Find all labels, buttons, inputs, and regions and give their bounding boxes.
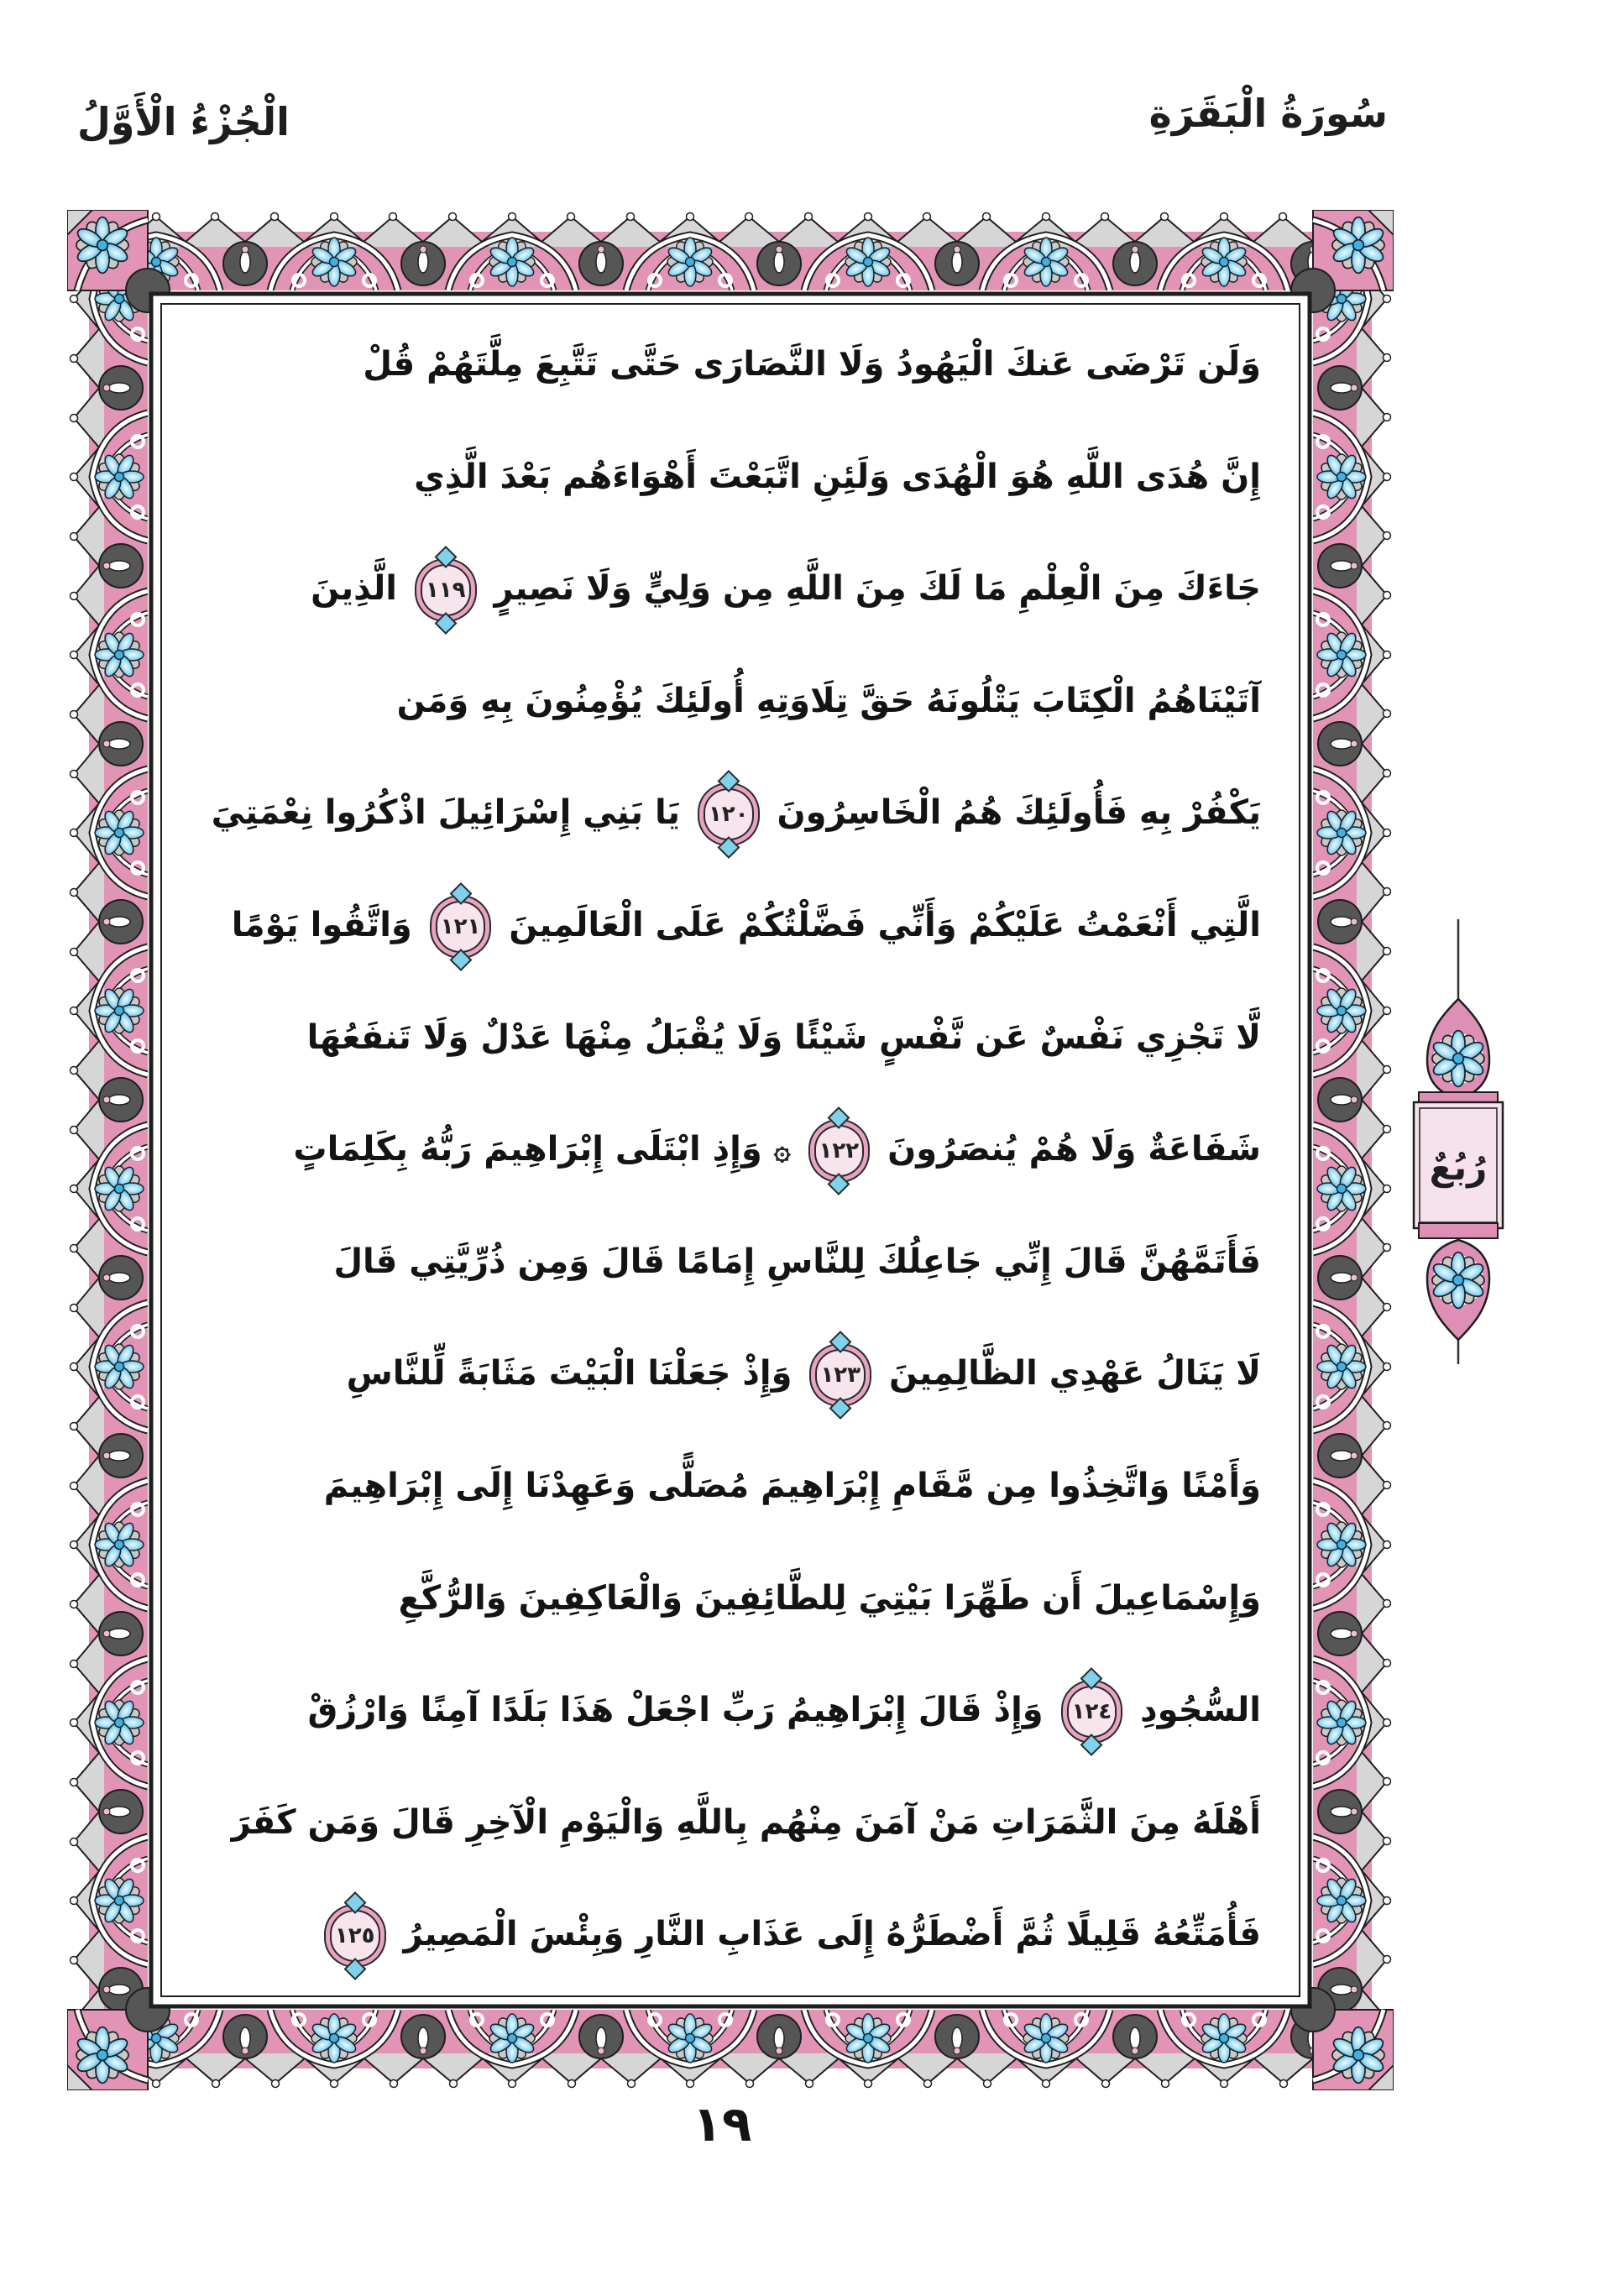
ayah-text: وَإِذْ جَعَلْنَا الْبَيْتَ مَثَابَةً لِّلنَّاسِ bbox=[346, 1354, 793, 1394]
quran-line bbox=[180, 421, 1261, 534]
marker-flange-bottom bbox=[1419, 1223, 1498, 1238]
rub-label: رُبُعٌ bbox=[1429, 1147, 1488, 1188]
ayah-text: الَّذِينَ bbox=[311, 569, 397, 609]
ayah-text: فَأُمَتِّعُهُ قَلِيلًا ثُمَّ أَضْطَرُّهُ إِلَى عَذَابِ النَّارِ وَبِئْسَ الْمَصِيرُ bbox=[403, 1915, 1261, 1954]
quran-line bbox=[180, 309, 1261, 421]
quran-line bbox=[180, 646, 1261, 758]
ayah-text: وَإِذْ قَالَ إِبْرَاهِيمُ رَبِّ اجْعَلْ هَذَا بَلَدًا آمِنًا وَارْزُقْ bbox=[307, 1691, 1044, 1730]
ayah-text: لَّا تَجْزِي نَفْسٌ عَن نَّفْسٍ شَيْئًا وَلَا يُقْبَلُ مِنْهَا عَدْلٌ وَلَا تَنفَعُهَا bbox=[306, 1017, 1261, 1057]
quran-line bbox=[180, 1767, 1261, 1880]
quran-line bbox=[180, 870, 1261, 982]
quran-line bbox=[180, 1543, 1261, 1655]
quran-line bbox=[180, 1206, 1261, 1319]
quran-line bbox=[180, 1430, 1261, 1543]
ayah-text: وَإِذِ ابْتَلَى إِبْرَاهِيمَ رَبُّهُ بِكَلِمَاتٍ bbox=[293, 1130, 762, 1169]
ayah-text: وَاتَّقُوا يَوْمًا bbox=[231, 905, 412, 944]
ayah-text: الَّتِي أَنْعَمْتُ عَلَيْكُمْ وَأَنِّي فَضَّلْتُكُمْ عَلَى الْعَالَمِينَ bbox=[509, 905, 1261, 944]
ayah-text: جَاءَكَ مِنَ الْعِلْمِ مَا لَكَ مِنَ اللَّهِ مِن وَلِيٍّ وَلَا نَصِيرٍ bbox=[494, 569, 1261, 609]
border-strip-right bbox=[1313, 210, 1394, 2090]
ayah-text: يَكْفُرْ بِهِ فَأُولَئِكَ هُمُ الْخَاسِرُونَ bbox=[777, 793, 1261, 833]
quran-line bbox=[180, 1094, 1261, 1206]
border-strip-top bbox=[67, 210, 1394, 290]
ayah-text: فَأَتَمَّهُنَّ قَالَ إِنِّي جَاعِلُكَ لِلنَّاسِ إِمَامًا قَالَ وَمِن ذُرِّيَّتِي قَالَ bbox=[333, 1242, 1261, 1281]
page-number: ١٩ bbox=[692, 2095, 752, 2152]
ayah-number-badge: ١٢١ bbox=[436, 901, 486, 953]
quran-line bbox=[180, 1879, 1261, 1991]
surah-title: سُورَةُ الْبَقَرَةِ bbox=[1148, 91, 1388, 136]
quran-line bbox=[180, 757, 1261, 870]
quran-text-block bbox=[180, 309, 1261, 1992]
ayah-text: لَا يَنَالُ عَهْدِي الظَّالِمِينَ bbox=[888, 1354, 1261, 1394]
rub-el-hizb-icon: ۞ bbox=[773, 1133, 791, 1168]
ayah-text: وَلَن تَرْضَى عَنكَ الْيَهُودُ وَلَا النَّصَارَى حَتَّى تَتَّبِعَ مِلَّتَهُمْ قُلْ bbox=[363, 345, 1261, 384]
ayah-text: أَهْلَهُ مِنَ الثَّمَرَاتِ مَنْ آمَنَ مِنْهُم بِاللَّهِ وَالْيَوْمِ الْآخِرِ قَالَ وَمَن كَفَرَ bbox=[231, 1802, 1261, 1842]
ayah-text: السُّجُودِ bbox=[1140, 1691, 1261, 1730]
ayah-text: إِنَّ هُدَى اللَّهِ هُوَ الْهُدَى وَلَئِنِ اتَّبَعْتَ أَهْوَاءَهُم بَعْدَ الَّذِي bbox=[414, 457, 1261, 496]
ayah-text: آتَيْنَاهُمُ الْكِتَابَ يَتْلُونَهُ حَقَّ تِلَاوَتِهِ أُولَئِكَ يُؤْمِنُونَ بِهِ وَمَن bbox=[396, 681, 1261, 720]
ayah-number-badge: ١٢٢ bbox=[814, 1125, 865, 1177]
quran-line bbox=[180, 1318, 1261, 1430]
ayah-number-badge: ١١٩ bbox=[421, 564, 471, 616]
ayah-text: وَأَمْنًا وَاتَّخِذُوا مِن مَّقَامِ إِبْرَاهِيمَ مُصَلًّى وَعَهِدْنَا إِلَى إِبْرَاهِيمَ bbox=[323, 1466, 1261, 1505]
ayah-text: وَإِسْمَاعِيلَ أَن طَهِّرَا بَيْتِيَ لِلطَّائِفِينَ وَالْعَاكِفِينَ وَالرُّكَّعِ bbox=[398, 1578, 1261, 1618]
ayah-number-badge: ١٢٤ bbox=[1067, 1686, 1117, 1738]
ayah-number-badge: ١٢٠ bbox=[704, 788, 754, 840]
quran-line bbox=[180, 982, 1261, 1095]
rub-margin-marker bbox=[1395, 919, 1521, 1364]
quran-line bbox=[180, 1655, 1261, 1767]
border-strip-bottom bbox=[67, 2010, 1394, 2090]
ayah-number-badge: ١٢٥ bbox=[330, 1910, 380, 1962]
ayah-number-badge: ١٢٣ bbox=[815, 1349, 866, 1401]
ayah-text: يَا بَنِي إِسْرَائِيلَ اذْكُرُوا نِعْمَتِيَ bbox=[211, 793, 680, 833]
ayah-text: شَفَاعَةٌ وَلَا هُمْ يُنصَرُونَ bbox=[887, 1130, 1261, 1169]
quran-line bbox=[180, 533, 1261, 646]
juz-title: الْجُزْءُ الْأَوَّلُ bbox=[77, 99, 290, 144]
